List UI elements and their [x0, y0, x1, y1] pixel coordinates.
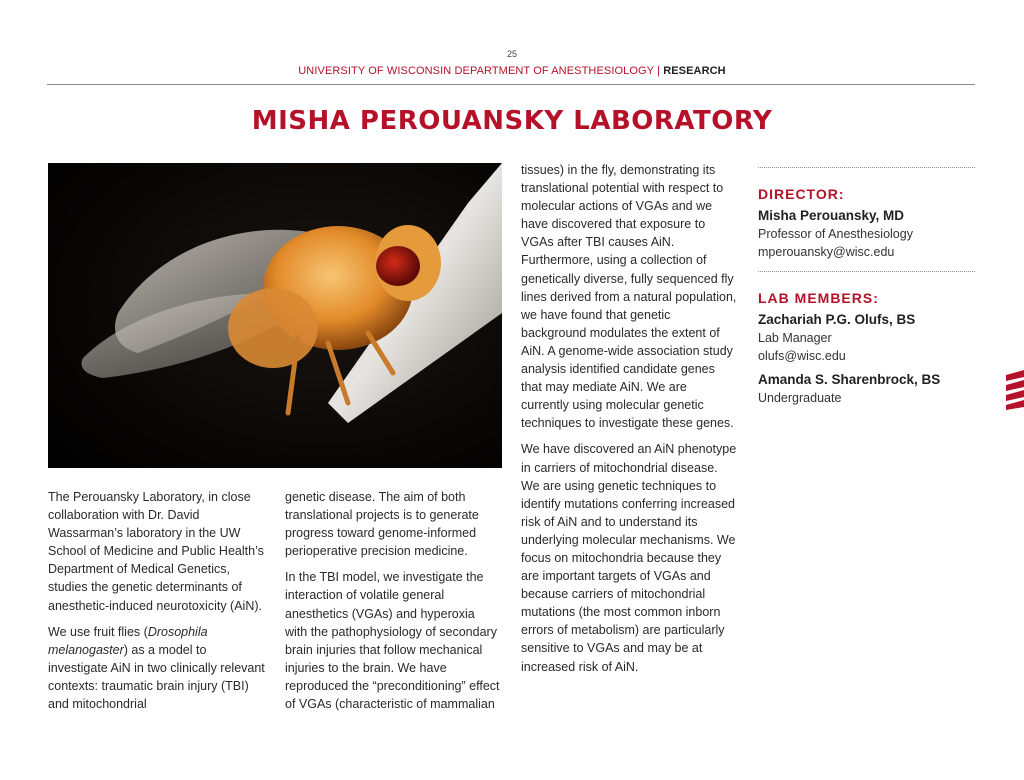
lab-members-heading: LAB MEMBERS:	[758, 290, 879, 306]
tbi-paragraph: In the TBI model, we investigate the interaction of volatile general anesthetics (VGAs) and hyperoxia with the pathophysiology of secondary brain injuries that follow mechanical injuries to the brain. We have reproduced the “preconditioning” effect of VGAs (characteristic of mammalian	[285, 570, 500, 712]
column-1	[48, 488, 266, 721]
member-role: Lab Manager	[758, 331, 832, 345]
department-name: UNIVERSITY OF WISCONSIN DEPARTMENT OF ANESTHESIOLOGY	[298, 65, 654, 77]
member-role: Undergraduate	[758, 391, 842, 405]
member-card	[758, 311, 975, 365]
model-paragraph	[48, 623, 266, 713]
director-heading: DIRECTOR:	[758, 186, 845, 202]
model-text-start: We use fruit flies (	[48, 624, 148, 639]
header-separator: |	[657, 65, 661, 77]
sidebar	[758, 167, 975, 413]
column-3	[521, 161, 737, 684]
findings-paragraph: tissues) in the fly, demonstrating its translational potential with respect to molecular actions of VGAs and we have discovered that exposure to VGAs after TBI causes AiN. Furthermore, using a collection of genetically diverse, fully sequenced fly lines derived from a natural population, we have found that genetic background modulates the extent of AiN. A genome-wide association study analysis identified candidate genes that may mediate AiN. We are currently using molecular genetic techniques to investigate these genes.	[521, 163, 737, 431]
member-name: Amanda S. Sharenbrock, BS	[758, 372, 941, 387]
director-title: Professor of Anesthesiology	[758, 227, 913, 241]
member-email[interactable]: olufs@wisc.edu	[758, 349, 846, 363]
page-number: 25	[506, 49, 517, 59]
section-tab-marker-icon	[1006, 370, 1024, 410]
director-card	[758, 207, 975, 261]
section-name: RESEARCH	[663, 65, 726, 77]
sidebar-divider	[758, 271, 975, 272]
sidebar-divider	[758, 167, 975, 168]
running-header	[0, 65, 1024, 77]
director-name: Misha Perouansky, MD	[758, 208, 905, 223]
intro-paragraph: The Perouansky Laboratory, in close collaboration with Dr. David Wassarman’s laboratory in the UW School of Medicine and Public Health’s Department of Medical Genetics, studies the genetic determinants of anesthetic-induced neurotoxicity (AiN).	[48, 490, 264, 613]
aim-paragraph: genetic disease. The aim of both translational projects is to generate progress toward genome-informed perioperative precision medicine.	[285, 490, 479, 559]
fruit-fly-illustration	[48, 163, 502, 468]
species-name: Drosophila melanogaster	[48, 624, 208, 657]
model-text-end: ) as a model to investigate AiN in two clinically relevant contexts: traumatic brain injury (TBI) and mitochondrial	[48, 642, 265, 712]
column-2	[285, 488, 500, 721]
member-name: Zachariah P.G. Olufs, BS	[758, 312, 916, 327]
member-card	[758, 371, 975, 407]
header-rule	[47, 84, 975, 85]
page-title: MISHA PEROUANSKY LABORATORY	[251, 106, 773, 136]
fruit-fly-photo	[48, 163, 502, 468]
director-email[interactable]: mperouansky@wisc.edu	[758, 245, 895, 259]
mitochondria-paragraph: We have discovered an AiN phenotype in carriers of mitochondrial disease. We are using genetic techniques to identify mutations conferring increased risk of AiN and to understand its underlying molecular mechanisms. We focus on mitochondria because they are important targets of VGAs and because carriers of mitochondrial mutations (the most common inborn errors of metabolism) are particularly sensitive to VGAs and may be at increased risk of AiN.	[521, 442, 737, 674]
